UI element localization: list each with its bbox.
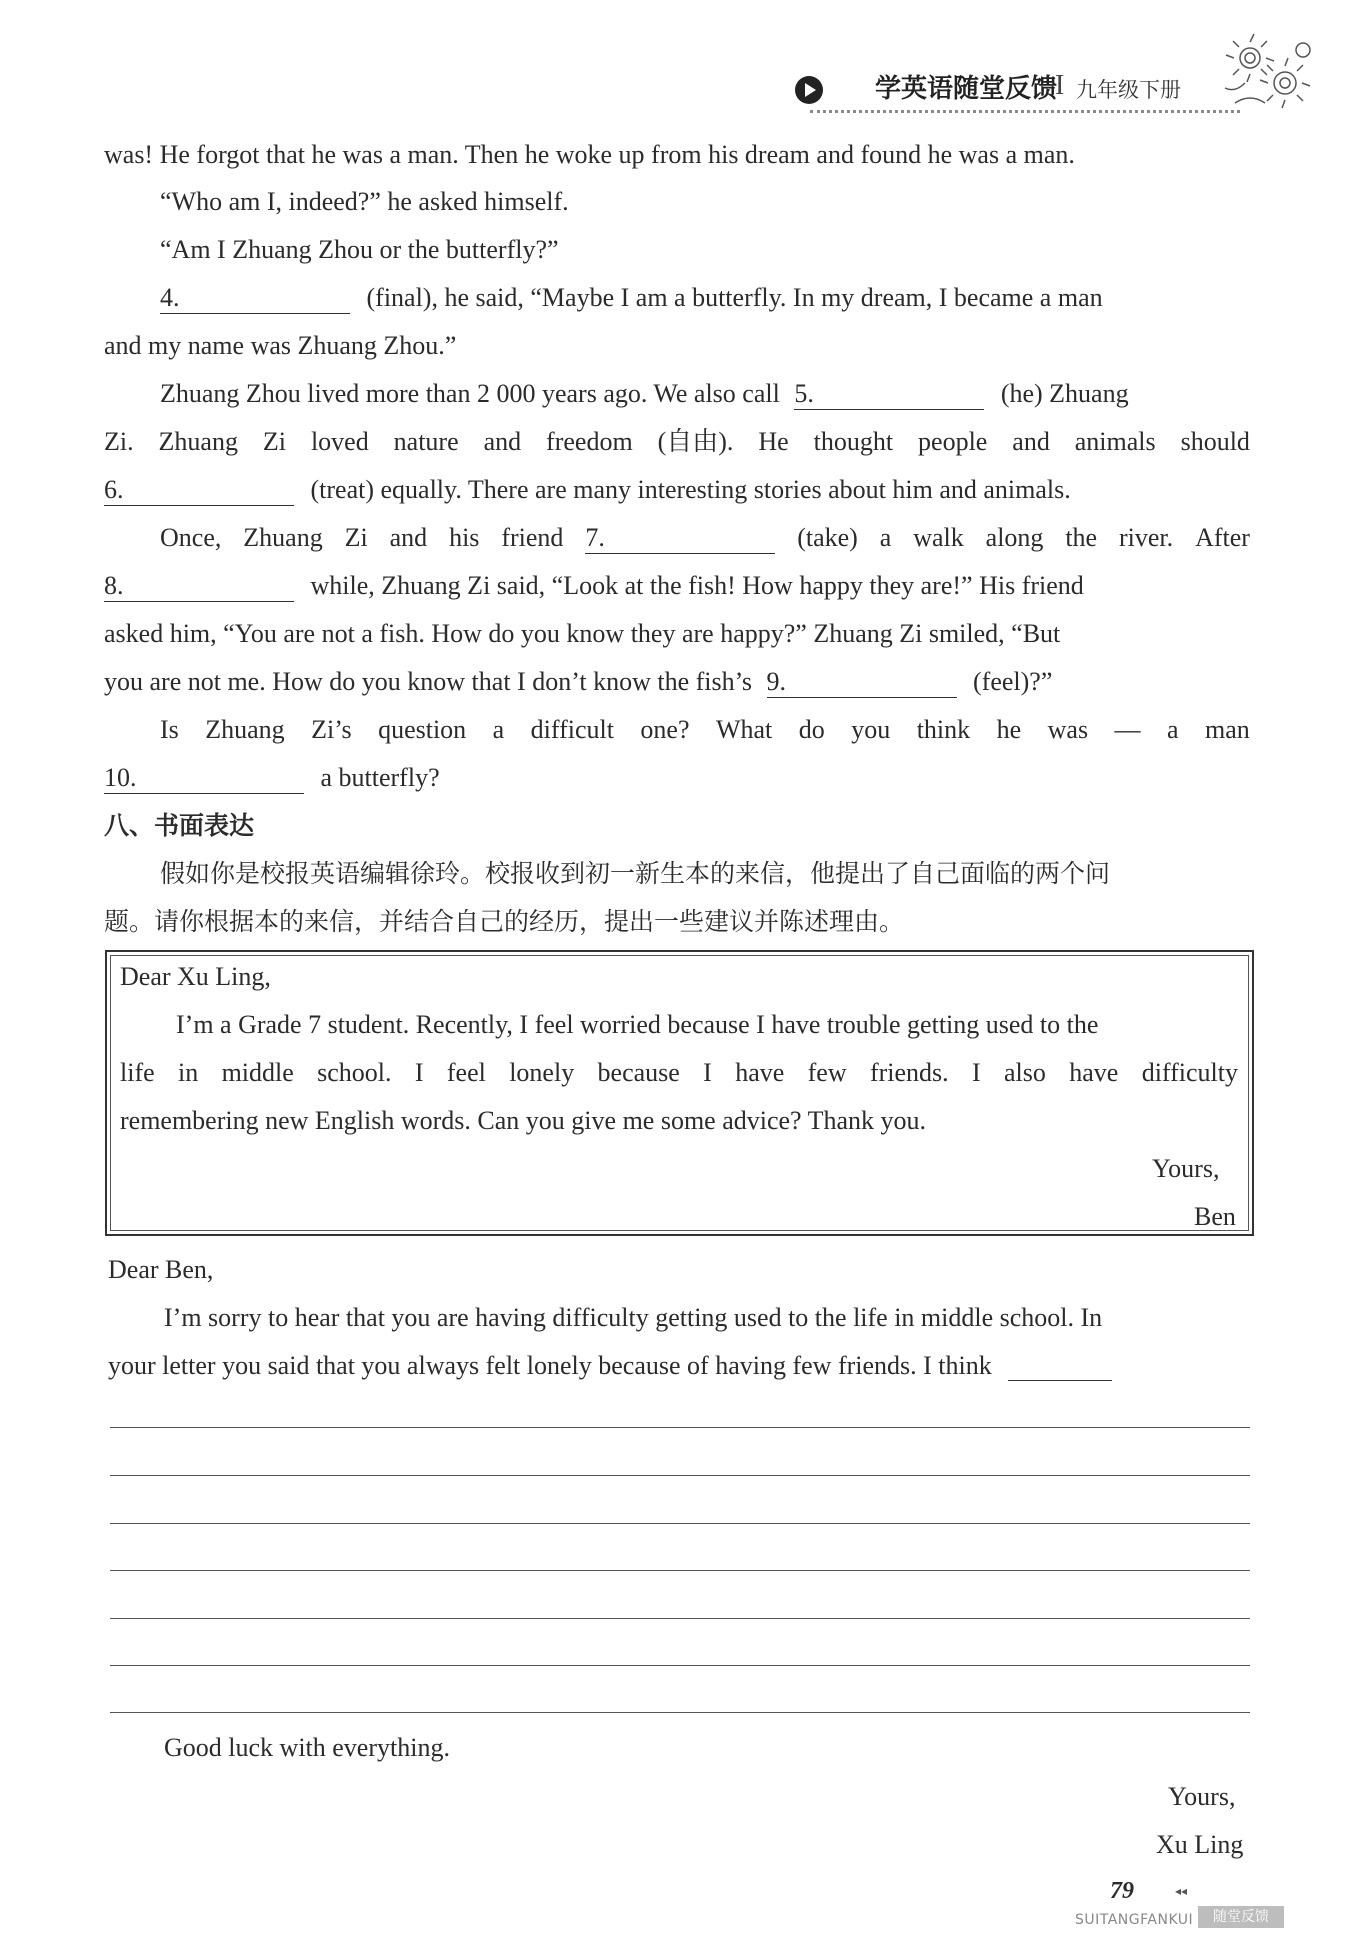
passage-line <box>160 379 1129 410</box>
instruction-text: 假如你是校报英语编辑徐玲。校报收到初一新生本的来信，他提出了自己面临的两个问 <box>160 859 1111 888</box>
word: Is <box>160 715 179 744</box>
word: (自由). <box>657 427 734 456</box>
word: (take) <box>797 523 858 552</box>
answer-blank-4[interactable] <box>160 283 350 314</box>
word: lonely <box>509 1058 575 1087</box>
passage-text: Zhuang Zhou lived more than 2 000 years ago. We also call <box>160 379 780 408</box>
header-separator: I <box>1055 70 1065 101</box>
question-number: 6. <box>104 475 124 504</box>
word: difficulty <box>1141 1058 1238 1087</box>
word: Once, <box>160 523 222 552</box>
answer-blank-6[interactable] <box>104 475 294 506</box>
reply-greeting: Dear Ben, <box>108 1255 214 1284</box>
writing-line[interactable] <box>110 1618 1250 1619</box>
passage-text: (he) Zhuang <box>1000 379 1129 408</box>
passage-text: you are not me. How do you know that I don’t know the fish’s <box>104 667 752 696</box>
word: I <box>414 1058 424 1087</box>
letter-signature: Ben <box>1194 1202 1236 1231</box>
passage-line <box>160 715 1250 745</box>
passage-line <box>160 283 1103 314</box>
passage-line <box>104 667 1052 698</box>
writing-line[interactable] <box>110 1570 1250 1571</box>
question-number: 10. <box>104 763 137 792</box>
word: — <box>1114 715 1141 744</box>
writing-line[interactable] <box>110 1427 1250 1428</box>
answer-blank-10[interactable] <box>104 763 304 794</box>
word: in <box>178 1058 199 1087</box>
word: a <box>879 523 892 552</box>
reply-closing: Yours, <box>1168 1782 1236 1811</box>
word: his <box>449 523 480 552</box>
word: have <box>1069 1058 1119 1087</box>
writing-blank[interactable] <box>1008 1354 1112 1381</box>
word: do <box>798 715 825 744</box>
word: few <box>807 1058 847 1087</box>
book-grade: 九年级下册 <box>1076 78 1181 102</box>
word: Zi <box>344 523 368 552</box>
word: Zhuang <box>158 427 238 456</box>
word: friends. <box>869 1058 949 1087</box>
word: life <box>120 1058 155 1087</box>
word: and <box>483 427 522 456</box>
answer-blank-8[interactable] <box>104 571 294 602</box>
word: feel <box>446 1058 486 1087</box>
letter-line <box>120 1058 1238 1088</box>
passage-line <box>104 571 1084 602</box>
answer-blank-5[interactable] <box>794 379 984 410</box>
word: After <box>1195 523 1250 552</box>
word: difficult <box>530 715 614 744</box>
word: nature <box>393 427 459 456</box>
instruction-text: 题。请你根据本的来信，并结合自己的经历，提出一些建议并陈述理由。 <box>104 907 905 936</box>
word: man <box>1205 715 1250 744</box>
page-number: 79 <box>1110 1878 1134 1904</box>
reply-text: your letter you said that you always felt lonely because of having few friends. I think <box>108 1351 992 1380</box>
play-icon <box>795 76 823 104</box>
word: river. <box>1119 523 1174 552</box>
word: What <box>715 715 773 744</box>
writing-line[interactable] <box>110 1523 1250 1524</box>
word: the <box>1065 523 1098 552</box>
incoming-letter-box <box>105 950 1254 1236</box>
writing-line[interactable] <box>110 1665 1250 1666</box>
reply-signature: Xu Ling <box>1156 1830 1244 1859</box>
passage-line <box>104 427 1250 457</box>
letter-line: remembering new English words. Can you give me some advice? Thank you. <box>120 1106 927 1135</box>
word: walk <box>913 523 964 552</box>
word: animals <box>1074 427 1156 456</box>
word: freedom <box>546 427 633 456</box>
question-number: 9. <box>766 667 786 696</box>
passage-text: a butterfly? <box>320 763 440 792</box>
writing-line[interactable] <box>110 1712 1250 1713</box>
word: because <box>597 1058 680 1087</box>
question-number: 8. <box>104 571 124 600</box>
passage-line: and my name was Zhuang Zhou.” <box>104 331 457 360</box>
word: loved <box>310 427 369 456</box>
letter-greeting: Dear Xu Ling, <box>120 962 271 991</box>
word: should <box>1180 427 1250 456</box>
passage-text: while, Zhuang Zi said, “Look at the fish! How happy they are!” His friend <box>310 571 1084 600</box>
word: a <box>492 715 505 744</box>
answer-blank-7[interactable] <box>585 523 775 554</box>
letter-closing: Yours, <box>1152 1154 1220 1183</box>
passage-line: asked him, “You are not a fish. How do you know they are happy?” Zhuang Zi smiled, “But <box>104 619 1061 648</box>
reply-closing-line: Good luck with everything. <box>164 1733 450 1762</box>
word: think <box>916 715 971 744</box>
question-number: 4. <box>160 283 180 312</box>
answer-blank-9[interactable] <box>767 667 957 698</box>
passage-line <box>104 763 440 794</box>
word: one? <box>640 715 690 744</box>
word: you <box>851 715 891 744</box>
word: Zi’s <box>311 715 352 744</box>
word: Zi <box>262 427 287 456</box>
passage-line <box>160 523 1250 554</box>
word: Zhuang <box>243 523 323 552</box>
book-title: 学英语随堂反馈 <box>875 74 1058 104</box>
reply-line: I’m sorry to hear that you are having difficulty getting used to the life in middle school. In <box>164 1303 1103 1332</box>
question-number: 7. <box>585 523 605 552</box>
letter-line: I’m a Grade 7 student. Recently, I feel worried because I have trouble getting used to the <box>176 1010 1099 1039</box>
word: also <box>1004 1058 1046 1087</box>
word: thought <box>813 427 894 456</box>
word: and <box>1012 427 1050 456</box>
passage-line: was! He forgot that he was a man. Then he woke up from his dream and found he was a man. <box>104 140 1075 169</box>
passage-line <box>104 475 1071 506</box>
word: people <box>918 427 988 456</box>
word: was <box>1047 715 1089 744</box>
passage-text: (feel)?” <box>973 667 1053 696</box>
word: I <box>972 1058 981 1087</box>
double-arrow-icon: ◂◂ <box>1175 1884 1188 1898</box>
word: Zhuang <box>205 715 285 744</box>
footer-brand: SUITANGFANKUI <box>1075 1912 1194 1928</box>
word: school. <box>317 1058 392 1087</box>
word: I <box>703 1058 712 1087</box>
word: Zi. <box>104 427 134 456</box>
passage-line: “Am I Zhuang Zhou or the butterfly?” <box>160 235 559 264</box>
word: middle <box>221 1058 294 1087</box>
word: question <box>378 715 467 744</box>
flower-decoration-icon <box>1215 28 1325 128</box>
footer-badge: 随堂反馈 <box>1198 1906 1284 1928</box>
header-dotted-rule <box>810 110 1240 113</box>
reply-line <box>108 1351 1112 1381</box>
word: and <box>389 523 428 552</box>
passage-text: (treat) equally. There are many interesting stories about him and animals. <box>310 475 1071 504</box>
word: He <box>758 427 789 456</box>
passage-text: (final), he said, “Maybe I am a butterfly. In my dream, I became a man <box>366 283 1103 312</box>
word: friend <box>501 523 564 552</box>
word: along <box>985 523 1044 552</box>
word: have <box>735 1058 785 1087</box>
word: he <box>996 715 1022 744</box>
writing-line[interactable] <box>110 1475 1250 1476</box>
question-number: 5. <box>794 379 814 408</box>
section-heading: 八、书面表达 <box>104 811 255 840</box>
word: a <box>1167 715 1179 744</box>
passage-line: “Who am I, indeed?” he asked himself. <box>160 187 569 216</box>
